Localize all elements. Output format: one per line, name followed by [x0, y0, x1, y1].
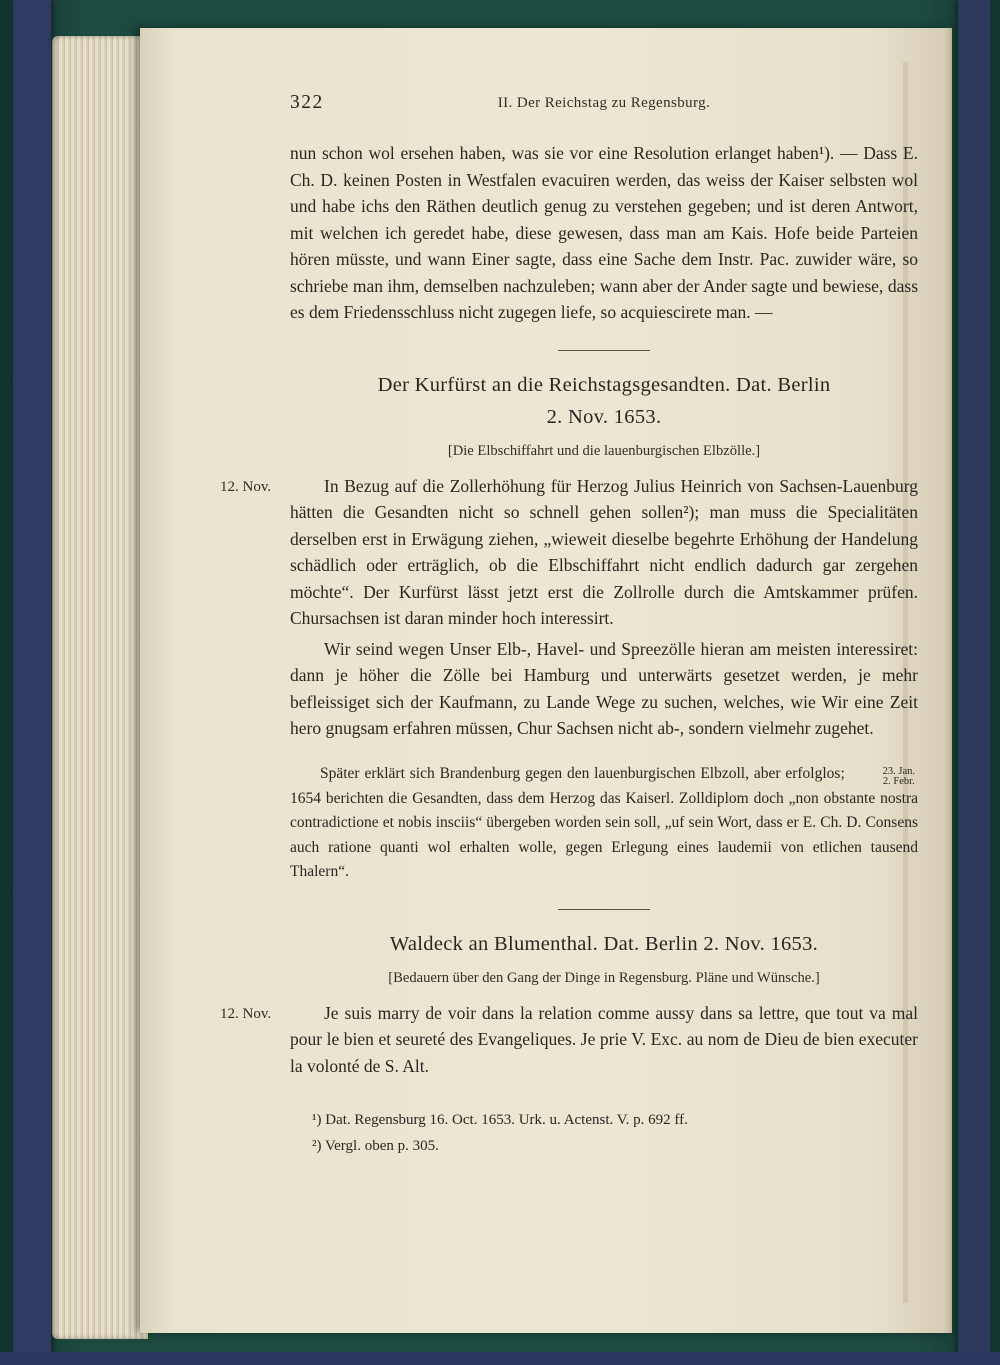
section1-annotation	[290, 762, 918, 885]
margin-date-1: 12. Nov.	[220, 478, 272, 495]
footnote-2: ²) Vergl. oben p. 305.	[312, 1138, 439, 1154]
annotation-text-before: Später erklärt sich Brandenburg gegen den lauenburgischen Elbzoll, aber erfolglos;	[320, 764, 850, 782]
section-divider-2	[558, 909, 650, 910]
section1-heading-line1: Der Kurfürst an die Reichstagsgesandten. Dat. Berlin	[377, 373, 831, 396]
section1-heading-line2: 2. Nov. 1653.	[546, 405, 662, 428]
page-body	[220, 140, 918, 1159]
book-page	[140, 28, 952, 1333]
book-spine-left	[13, 0, 51, 1365]
running-head	[290, 92, 918, 118]
section1-paragraph2: Wir seind wegen Unser Elb-, Havel- und Spreezölle hieran am meisten interessiret: dann je höher die Zölle bei Hamburg und unterwärts gesetzet werden, je mehr befleissiget sich der Kaufmann, zu Lande Wege zu suchen, welches, wie Wir eine Zeit hero gnugsam erfahren müssen, Chur Sachsen nicht ab-, sondern vielmehr zugehet.	[290, 638, 918, 738]
section-divider-1	[558, 350, 650, 351]
book-spine-right	[958, 0, 990, 1365]
section2-heading: Waldeck an Blumenthal. Dat. Berlin 2. Nov. 1653.	[389, 932, 819, 955]
date-fraction	[853, 767, 915, 787]
annotation-text-after: 1654 berichten die Gesandten, dass dem Herzog das Kaiserl. Zolldiplom doch „non obstante nostra contradictione et nobis insciis“ übergeben worden sein soll, „uf sein Wort, dass er E. Ch. D. Consens auch ratione quanti wol erhalten wolle, gegen Erlegung eines laudemii von etlichen tausend Thalern“.	[290, 789, 918, 880]
section1-heading	[290, 369, 918, 433]
footnotes	[290, 1107, 918, 1159]
section2-subject: [Bedauern über den Gang der Dinge in Regensburg. Pläne und Wünsche.]	[388, 969, 820, 986]
section1-paragraph1-text: In Bezug auf die Zollerhöhung für Herzog Julius Heinrich von Sachsen-Lauenburg hätten die Gesandten nicht so schnell gehen sollen²); man muss die Specialitäten derselben erst in Erwägung ziehen, „wieweit dieselbe begehrte Erhöhung der Handelung schädlich oder erträglich, ob die Elbschiffahrt nicht endlich dadurch gar zergehen möchte“. Der Kurfürst lässt jetzt erst die Zollrolle durch die Amtskammer prüfen. Chursachsen ist daran minder hoch interessirt.	[290, 475, 918, 628]
margin-date-2: 12. Nov.	[220, 1005, 272, 1022]
paragraph-continuation: nun schon wol ersehen haben, was sie vor eine Resolution erlanget haben¹). — Dass E. Ch. D. keinen Posten in Westfalen evacuiren werden, das weiss der Kaiser selbsten wol und habe ichs den Räthen deutlich genug zu verstehen gegeben; und ist deren Antwort, mit welchen ich geredet habe, diese gewesen, dass man am Kais. Hofe beide Parteien hören müsste, und wann Einer sagte, dass eine Sache dem Instr. Pac. zuwider wäre, so schriebe man ihm, demselben nachzuleben; wann aber der Ander sagte und bewiese, dass es dem Friedensschluss nicht zugegen liefe, so acquiescirete man. —	[290, 143, 918, 322]
section2-paragraph	[220, 1000, 918, 1080]
page-number: 322	[290, 92, 324, 113]
section2-paragraph-text: Je suis marry de voir dans la relation comme aussy dans sa lettre, que tout va mal pour le bien et seureté des Evangeliques. Je prie V. Exc. au nom de Dieu de bien executer la volonté de S. Alt.	[290, 1002, 918, 1076]
running-title: II. Der Reichstag zu Regensburg.	[497, 95, 711, 111]
book-cover-bottom-edge	[0, 1352, 1000, 1365]
date-fraction-denominator: 2. Febr.	[882, 775, 915, 787]
section1-paragraph1	[220, 473, 918, 632]
footnote-1: ¹) Dat. Regensburg 16. Oct. 1653. Urk. u. Actenst. V. p. 692 ff.	[312, 1112, 688, 1128]
stacked-page-edges	[52, 36, 148, 1339]
date-fraction-numerator: 23. Jan.	[882, 765, 915, 777]
section1-subject: [Die Elbschiffahrt und die lauenburgischen Elbzölle.]	[447, 442, 761, 459]
